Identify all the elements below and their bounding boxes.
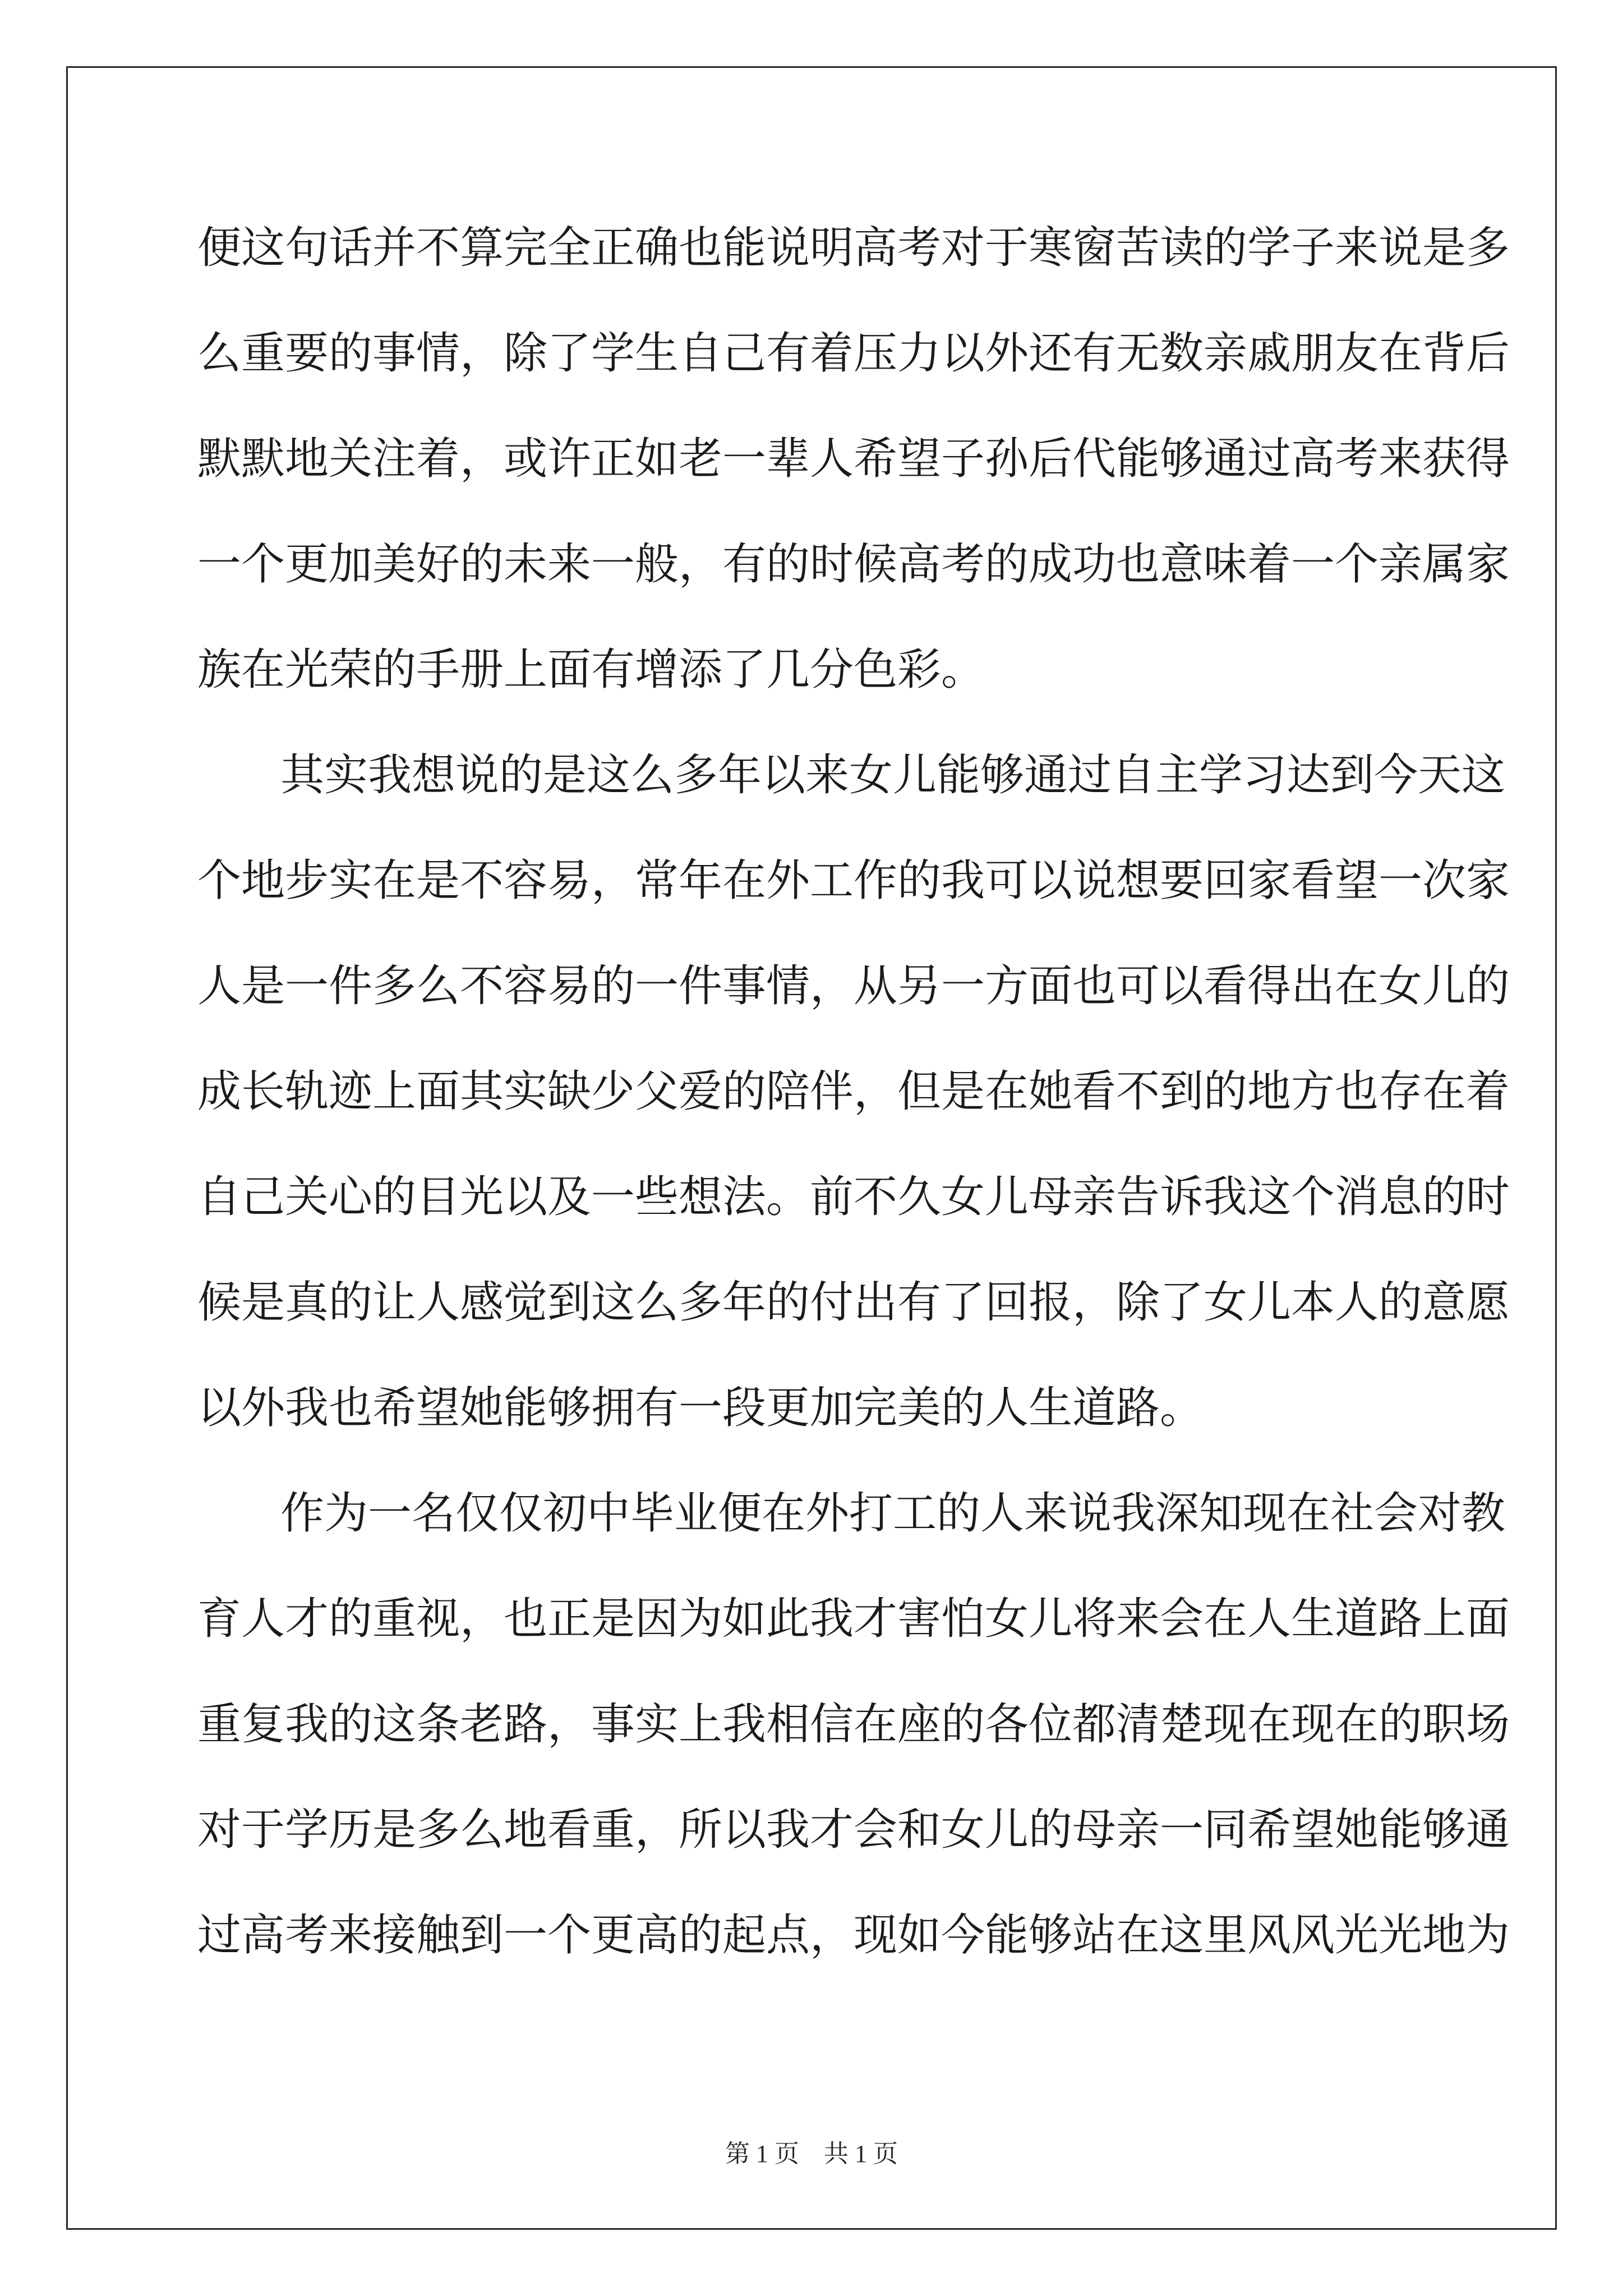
text-line: 对于学历是多么地看重，所以我才会和女儿的母亲一同希望她能够通 [197, 1805, 1510, 1855]
text-line: 一个更加美好的未来一般，有的时候高考的成功也意味着一个亲属家 [197, 539, 1510, 590]
text-line: 育人才的重视，也正是因为如此我才害怕女儿将来会在人生道路上面 [197, 1594, 1510, 1644]
text-line: 人是一件多么不容易的一件事情，从另一方面也可以看得出在女儿的 [197, 961, 1510, 1011]
text-line: 重复我的这条老路，事实上我相信在座的各位都清楚现在现在的职场 [197, 1699, 1510, 1750]
text-line: 过高考来接触到一个更高的起点，现如今能够站在这里风风光光地为 [197, 1910, 1510, 1961]
text-line: 个地步实在是不容易，常年在外工作的我可以说想要回家看望一次家 [197, 855, 1510, 906]
text-line: 便这句话并不算完全正确也能说明高考对于寒窗苦读的学子来说是多 [197, 223, 1510, 273]
paragraph-first-line: 作为一名仅仅初中毕业便在外打工的人来说我深知现在社会对教 [280, 1488, 1506, 1539]
paragraph-first-line: 其实我想说的是这么多年以来女儿能够通过自主学习达到今天这 [280, 750, 1506, 800]
text-line: 候是真的让人感觉到这么多年的付出有了回报，除了女儿本人的意愿 [197, 1277, 1510, 1328]
text-line: 自己关心的目光以及一些想法。前不久女儿母亲告诉我这个消息的时 [197, 1172, 1510, 1222]
page-total: 共 1 页 [824, 2140, 898, 2168]
text-line: 默默地关注着，或许正如老一辈人希望子孙后代能够通过高考来获得 [197, 434, 1510, 484]
text-line: 族在光荣的手册上面有增添了几分色彩。 [197, 645, 985, 695]
text-line: 么重要的事情，除了学生自己有着压力以外还有无数亲戚朋友在背后 [197, 328, 1510, 379]
footer-spacer [799, 2140, 824, 2168]
text-line: 成长轨迹上面其实缺少父爱的陪伴，但是在她看不到的地方也存在着 [197, 1066, 1510, 1117]
text-line: 以外我也希望她能够拥有一段更加完美的人生道路。 [197, 1383, 1204, 1433]
page-number: 第 1 页 [725, 2140, 799, 2168]
page-footer [0, 2137, 1623, 2171]
